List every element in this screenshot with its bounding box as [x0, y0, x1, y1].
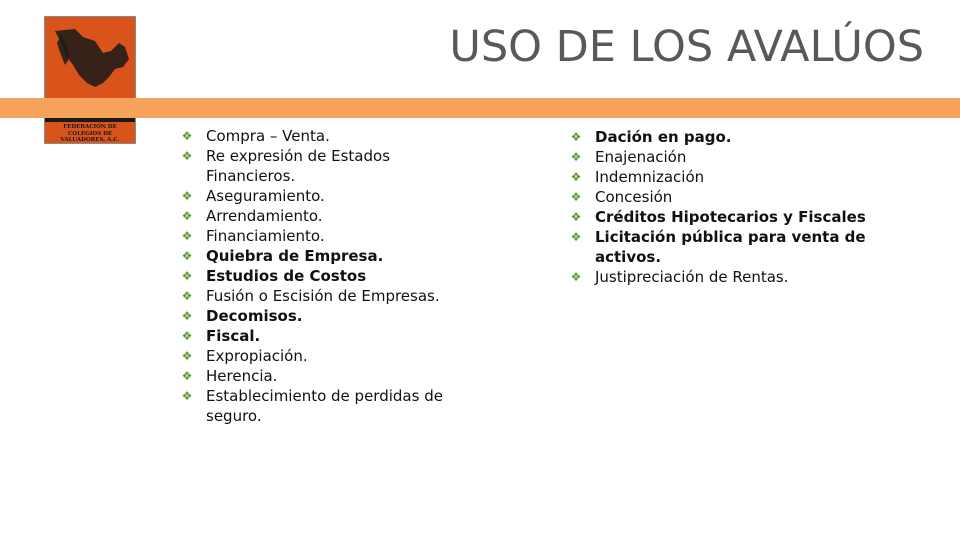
diamond-cluster-icon: ❖ — [570, 170, 582, 184]
diamond-cluster-icon: ❖ — [570, 270, 582, 284]
diamond-cluster-icon: ❖ — [181, 189, 193, 203]
list-item — [181, 366, 471, 386]
list-item-text: Arrendamiento. — [206, 207, 323, 225]
list-item-text: Compra – Venta. — [206, 127, 330, 145]
diamond-cluster-icon: ❖ — [570, 150, 582, 164]
diamond-cluster-icon: ❖ — [181, 229, 193, 243]
diamond-cluster-icon: ❖ — [181, 349, 193, 363]
diamond-cluster-icon: ❖ — [181, 289, 193, 303]
list-item — [181, 386, 471, 426]
list-item-text: Financiamiento. — [206, 227, 325, 245]
diamond-cluster-icon: ❖ — [570, 210, 582, 224]
list-item-text: Enajenación — [595, 148, 687, 166]
diamond-cluster-icon: ❖ — [181, 209, 193, 223]
mexico-map-icon — [45, 17, 137, 105]
list-item-text: Créditos Hipotecarios y Fiscales — [595, 208, 866, 226]
list-item-text: Establecimiento de perdidas de seguro. — [206, 387, 443, 425]
diamond-cluster-icon: ❖ — [181, 269, 193, 283]
list-item — [181, 326, 471, 346]
diamond-cluster-icon: ❖ — [570, 130, 582, 144]
list-item-text: Decomisos. — [206, 307, 303, 325]
logo-subtitle: FEDERACIÓN DE COLEGIOS DE VALUADORES, A.C. — [60, 124, 120, 143]
diamond-cluster-icon: ❖ — [181, 129, 193, 143]
list-item-text: Re expresión de Estados Financieros. — [206, 147, 391, 185]
list-item — [181, 226, 471, 246]
left-use-list — [181, 126, 471, 426]
list-item — [570, 227, 890, 267]
diamond-cluster-icon: ❖ — [181, 369, 193, 383]
diamond-cluster-icon: ❖ — [181, 309, 193, 323]
diamond-cluster-icon: ❖ — [570, 230, 582, 244]
list-item-text: Aseguramiento. — [206, 187, 325, 205]
accent-band — [0, 98, 960, 118]
right-use-list — [570, 127, 890, 287]
list-item-text: Estudios de Costos — [206, 267, 367, 285]
list-item-text: Justipreciación de Rentas. — [595, 268, 789, 286]
list-item — [181, 246, 471, 266]
list-item-text: Indemnización — [595, 168, 705, 186]
list-item-text: Licitación pública para venta de activos. — [595, 228, 866, 266]
fecoval-logo — [44, 16, 136, 144]
list-item — [570, 267, 890, 287]
list-item-text: Dación en pago. — [595, 128, 732, 146]
list-item — [181, 146, 471, 186]
list-item — [181, 346, 471, 366]
list-item-text: Fiscal. — [206, 327, 261, 345]
list-item — [570, 187, 890, 207]
diamond-cluster-icon: ❖ — [181, 149, 193, 163]
list-item-text: Concesión — [595, 188, 673, 206]
list-item-text: Quiebra de Empresa. — [206, 247, 384, 265]
diamond-cluster-icon: ❖ — [570, 190, 582, 204]
diamond-cluster-icon: ❖ — [181, 249, 193, 263]
slide-title: USO DE LOS AVALÚOS — [449, 22, 924, 72]
list-item — [181, 286, 471, 306]
list-item — [570, 127, 890, 147]
list-item — [181, 306, 471, 326]
list-item-text: Fusión o Escisión de Empresas. — [206, 287, 440, 305]
list-item-text: Expropiación. — [206, 347, 308, 365]
list-item — [181, 266, 471, 286]
list-item — [570, 207, 890, 227]
list-item — [570, 147, 890, 167]
list-item — [570, 167, 890, 187]
list-item — [181, 186, 471, 206]
list-item — [181, 206, 471, 226]
list-item — [181, 126, 471, 146]
list-item-text: Herencia. — [206, 367, 278, 385]
diamond-cluster-icon: ❖ — [181, 389, 193, 403]
diamond-cluster-icon: ❖ — [181, 329, 193, 343]
